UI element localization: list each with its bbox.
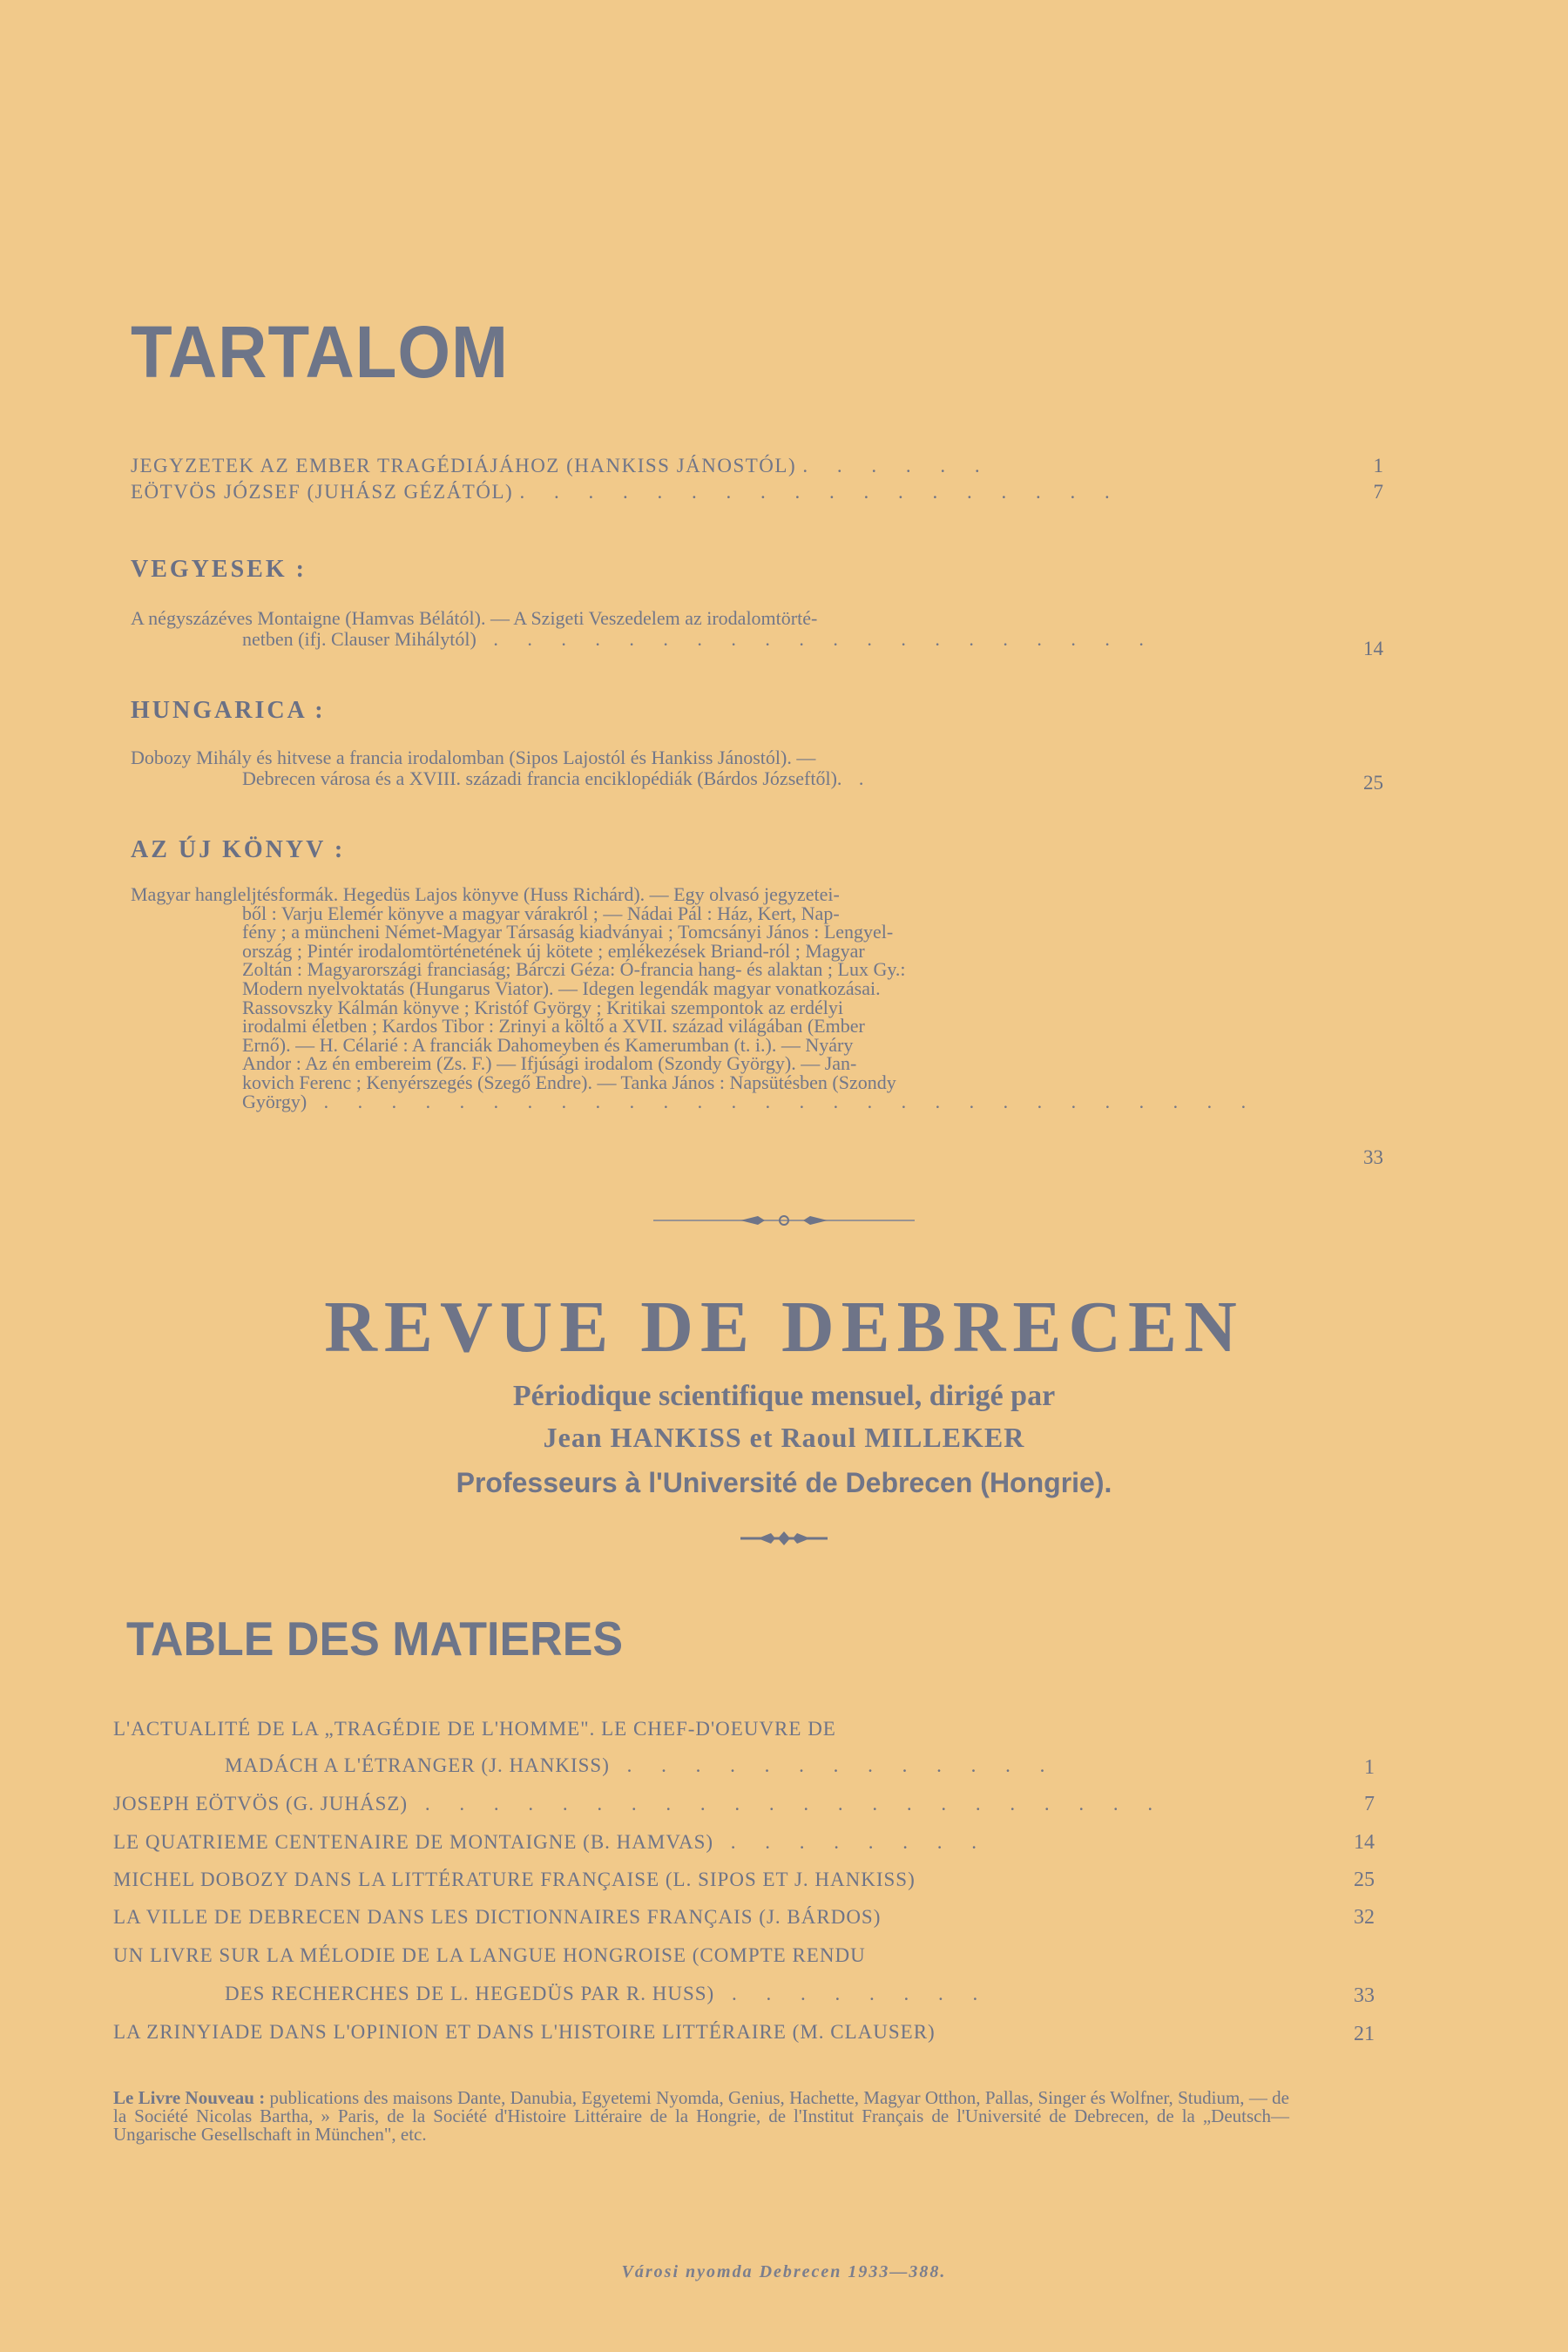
table-entry-text: LA VILLE DE DEBRECEN DANS LES DICTIONNAIRES FRANÇAIS (J. BÁRDOS) (113, 1906, 882, 1928)
toc-entry-page: 1 (1373, 455, 1383, 476)
revue-subtitle: Périodique scientifique mensuel, dirigé par (512, 1380, 1056, 1412)
table-entry-text: UN LIVRE SUR LA MÉLODIE DE LA LANGUE HONGROISE (COMPTE RENDU (113, 1944, 866, 1966)
paragraph-line: Ernő). — H. Célarié : A franciák Dahomeyben és Kamerumban (t. i.). — Nyáry (242, 1033, 854, 1056)
paragraph-line: Rassovszky Kálmán könyve ; Kristóf György ; Kritikai szempontok az erdélyi (242, 996, 844, 1018)
section-heading-hungarica: HUNGARICA : (131, 697, 326, 724)
toc-entry-text: EÖTVÖS JÓZSEF (JUHÁSZ GÉZÁTÓL) (131, 481, 514, 503)
table-entry-text: DES RECHERCHES DE L. HEGEDÜS PAR R. HUSS) (225, 1983, 715, 2004)
hungarica-page: 25 (1363, 772, 1383, 794)
paragraph-line: Modern nyelvoktatás (Hungarus Viator). — Idegen legendák magyar vonatkozásai. (242, 977, 881, 999)
section-heading-vegyesek: VEGYESEK : (131, 556, 307, 583)
vegyesek-paragraph: A négyszázéves Montaigne (Hamvas Bélától). — A Szigeti Veszedelem az irodalomtörté- netben (ifj. Clauser Mihálytól) . . . . . . . . . . . . . . . . . . . . (131, 607, 1156, 650)
paragraph-line: Zoltán : Magyarországi franciaság; Bárczi Géza: Ó-francia hang- és alaktan ; Lux Gy.: (242, 958, 906, 981)
ornament-divider-small (0, 1529, 1568, 1548)
table-entry-text: MICHEL DOBOZY DANS LA LITTÉRATURE FRANÇAISE (L. SIPOS ET J. HANKISS) (113, 1869, 916, 1890)
revue-title: REVUE DE DEBRECEN (324, 1287, 1244, 1368)
printer-footer: Városi nyomda Debrecen 1933—388. (621, 2262, 947, 2281)
section-heading-uj-konyv: AZ ÚJ KÖNYV : (131, 836, 346, 863)
paragraph-line: ország ; Pintér irodalomtörténetének új kötete ; emlékezések Briand-ról ; Magyar (242, 939, 865, 962)
table-entry (113, 2021, 936, 2044)
table-entry-cont: DES RECHERCHES DE L. HEGEDÜS PAR R. HUSS) . . . . . . . . (225, 1983, 990, 2004)
paragraph-line: György) (242, 1090, 308, 1112)
table-entry-page: 33 (1354, 1984, 1375, 2007)
table-entry (113, 1718, 1289, 1740)
uj-konyv-page: 33 (1363, 1146, 1383, 1168)
toc-entry: JEGYZETEK AZ EMBER TRAGÉDIÁJÁHOZ (HANKISS JÁNOSTÓL) . . . . . . (131, 455, 992, 476)
table-entry-page: 21 (1354, 2023, 1375, 2045)
livre-nouveau-label: Le Livre Nouveau : (113, 2087, 266, 2108)
tartalom-title: TARTALOM (131, 310, 509, 394)
table-entry (113, 1869, 916, 1891)
ornament-icon (732, 1529, 836, 1548)
paragraph-line: Debrecen városa és a XVIII. századi francia enciklopédiák (Bárdos Józseftől). (242, 767, 842, 789)
table-entry-page: 7 (1364, 1793, 1375, 1815)
table-entry (113, 1944, 1289, 1967)
ornament-icon (653, 1211, 915, 1230)
table-entry-text: LA ZRINYIADE DANS L'OPINION ET DANS L'HISTOIRE LITTÉRAIRE (M. CLAUSER) (113, 2021, 936, 2043)
ornament-divider (0, 1211, 1568, 1230)
paragraph-line: Magyar hangleljtésformák. Hegedüs Lajos könyve (Huss Richárd). — Egy olvasó jegyzetei- (131, 883, 840, 905)
paragraph-line: A négyszázéves Montaigne (Hamvas Bélától). — A Szigeti Veszedelem az irodalomtörté- (131, 607, 818, 629)
paragraph-line: fény ; a müncheni Német-Magyar Társaság kiadványai ; Tomcsányi János : Lengyel- (242, 921, 894, 943)
revue-editors: Jean HANKISS et Raoul MILLEKER (543, 1422, 1025, 1453)
paragraph-line: irodalmi életben ; Kardos Tibor : Zrinyi a költő a XVII. század világában (Ember (242, 1015, 865, 1037)
table-entry-page: 25 (1354, 1869, 1375, 1891)
table-entry-text: MADÁCH A L'ÉTRANGER (J. HANKISS) (225, 1754, 610, 1776)
table-entry-page: 14 (1354, 1831, 1375, 1854)
hungarica-paragraph: Dobozy Mihály és hitvese a francia irodalomban (Sipos Lajostól és Hankiss Jánostól). — Debrecen városa és a XVIII. századi francia enciklopédiák (Bárdos Józseftől). . (131, 747, 876, 789)
table-entry: LE QUATRIEME CENTENAIRE DE MONTAIGNE (B. HAMVAS) . . . . . . . . (113, 1831, 990, 1853)
table-entry-text: JOSEPH EÖTVÖS (G. JUHÁSZ) (113, 1793, 409, 1815)
toc-entry: EÖTVÖS JÓZSEF (JUHÁSZ GÉZÁTÓL) . . . . . . . . . . . . . . . . . . (131, 481, 1122, 503)
paragraph-line: ből : Varju Elemér könyve a magyar várakról ; — Nádai Pál : Ház, Kert, Nap- (242, 902, 840, 924)
revue-professors: Professeurs à l'Université de Debrecen (Hongrie). (456, 1467, 1112, 1498)
table-title: TABLE DES MATIERES (126, 1612, 624, 1666)
table-entry-page: 32 (1354, 1906, 1375, 1929)
table-entry-text: LE QUATRIEME CENTENAIRE DE MONTAIGNE (B. HAMVAS) (113, 1831, 714, 1853)
table-entry: JOSEPH EÖTVÖS (G. JUHÁSZ) . . . . . . . . . . . . . . . . . . . . . . (113, 1793, 1166, 1815)
uj-konyv-paragraph: Magyar hangleljtésformák. Hegedüs Lajos könyve (Huss Richárd). — Egy olvasó jegyzetei- ből : Varju Elemér könyve a magyar várakról ; — Nádai Pál : Ház, Kert, Nap- fény ; a müncheni Német-Magyar Társaság kiadványai ; Tomcsányi János : Lengyel- ország ; Pintér irodalomtörténetének új kötete ; emlékezések Briand-ról ; Magyar Zoltán : Magyarországi franciaság; Bárczi Géza: Ó-francia hang- és alaktan ; Lux Gy.: Modern nyelvoktatás (Hungarus Viator). — Idegen legendák magyar vonatkozásai. Rassovszky Kálmán könyve ; Kristóf György ; Kritikai szempontok az erdélyi irodalmi életben ; Kardos Tibor : Zrinyi a költő a XVII. század világában (Ember Ernő). — H. Célarié : A franciák Dahomeyben és Kamerumban (t. i.). — Nyáry Andor : Az én embereim (Zs. F.) — Ifjúsági irodalom (Szondy György). — Jan- kovich Ferenc ; Kenyérszegés (Szegő Endre). — Tanka János : Napsütésben (Szondy György) . . . . . . . . . . . . . . . . . . . . . . . . . . . . (131, 885, 1289, 1111)
table-entry-cont: MADÁCH A L'ÉTRANGER (J. HANKISS) . . . . . . . . . . . . . (225, 1754, 1058, 1776)
table-entry (113, 1906, 881, 1929)
livre-nouveau-note (113, 2089, 1289, 2144)
toc-entry-text: JEGYZETEK AZ EMBER TRAGÉDIÁJÁHOZ (HANKISS JÁNOSTÓL) (131, 455, 797, 476)
paragraph-line: netben (ifj. Clauser Mihálytól) (242, 628, 476, 650)
paragraph-line: Andor : Az én embereim (Zs. F.) — Ifjúsági irodalom (Szondy György). — Jan- (242, 1052, 857, 1075)
paragraph-line: Dobozy Mihály és hitvese a francia irodalomban (Sipos Lajostól és Hankiss Jánostól). — (131, 747, 816, 768)
paragraph-line: kovich Ferenc ; Kenyérszegés (Szegő Endre). — Tanka János : Napsütésben (Szondy (242, 1071, 896, 1093)
table-entry-text: L'ACTUALITÉ DE LA „TRAGÉDIE DE L'HOMME". LE CHEF-D'OEUVRE DE (113, 1718, 836, 1740)
toc-entry-page: 7 (1373, 481, 1383, 503)
livre-nouveau-text: publications des maisons Dante, Danubia, Egyetemi Nyomda, Genius, Hachette, Magyar Otthon, Pallas, Singer és Wolfner, Studium, — de la Société Nicolas Bartha, » Paris, de la Société d'Histoire Littéraire de la Hongrie, de l'Institut Français de l'Université de Debrecen, de la „Deutsch—Ungarische Gesellschaft in München", etc. (113, 2087, 1290, 2145)
table-entry-page: 1 (1364, 1756, 1375, 1779)
vegyesek-page: 14 (1363, 638, 1383, 659)
